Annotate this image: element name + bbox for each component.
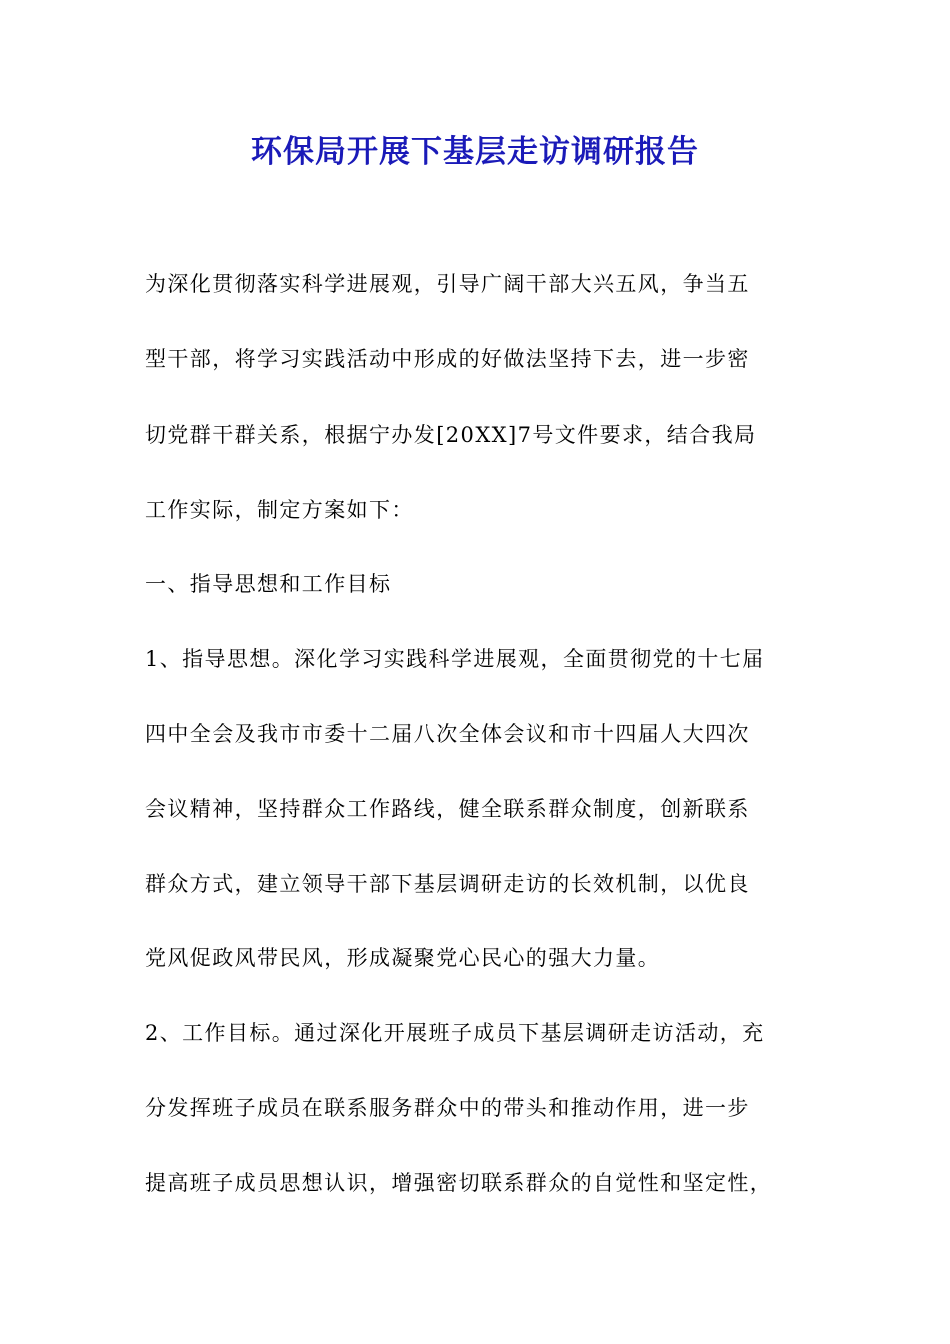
- body-line-2: 型干部，将学习实践活动中形成的好做法坚持下去，进一步密: [145, 347, 750, 371]
- body-line-6: 1、指导思想。深化学习实践科学进展观，全面贯彻党的十七届: [145, 647, 765, 671]
- body-line-1: 为深化贯彻落实科学进展观，引导广阔干部大兴五风，争当五: [145, 272, 750, 296]
- body-line-9: 群众方式，建立领导干部下基层调研走访的长效机制，以优良: [145, 872, 750, 896]
- body-line-3: 切党群干群关系，根据宁办发[20XX]7号文件要求，结合我局: [145, 423, 757, 447]
- body-line-10: 党风促政风带民风，形成凝聚党心民心的强大力量。: [145, 946, 661, 970]
- section-heading-1: 一、指导思想和工作目标: [145, 572, 392, 596]
- document-title: 环保局开展下基层走访调研报告: [251, 134, 699, 170]
- body-line-13: 提高班子成员思想认识，增强密切联系群众的自觉性和坚定性，: [145, 1171, 773, 1195]
- body-line-11: 2、工作目标。通过深化开展班子成员下基层调研走访活动，充: [145, 1021, 765, 1045]
- body-line-12: 分发挥班子成员在联系服务群众中的带头和推动作用，进一步: [145, 1096, 750, 1120]
- body-line-7: 四中全会及我市市委十二届八次全体会议和市十四届人大四次: [145, 722, 750, 746]
- body-line-8: 会议精神，坚持群众工作路线，健全联系群众制度，创新联系: [145, 797, 750, 821]
- body-line-4: 工作实际，制定方案如下：: [145, 498, 414, 522]
